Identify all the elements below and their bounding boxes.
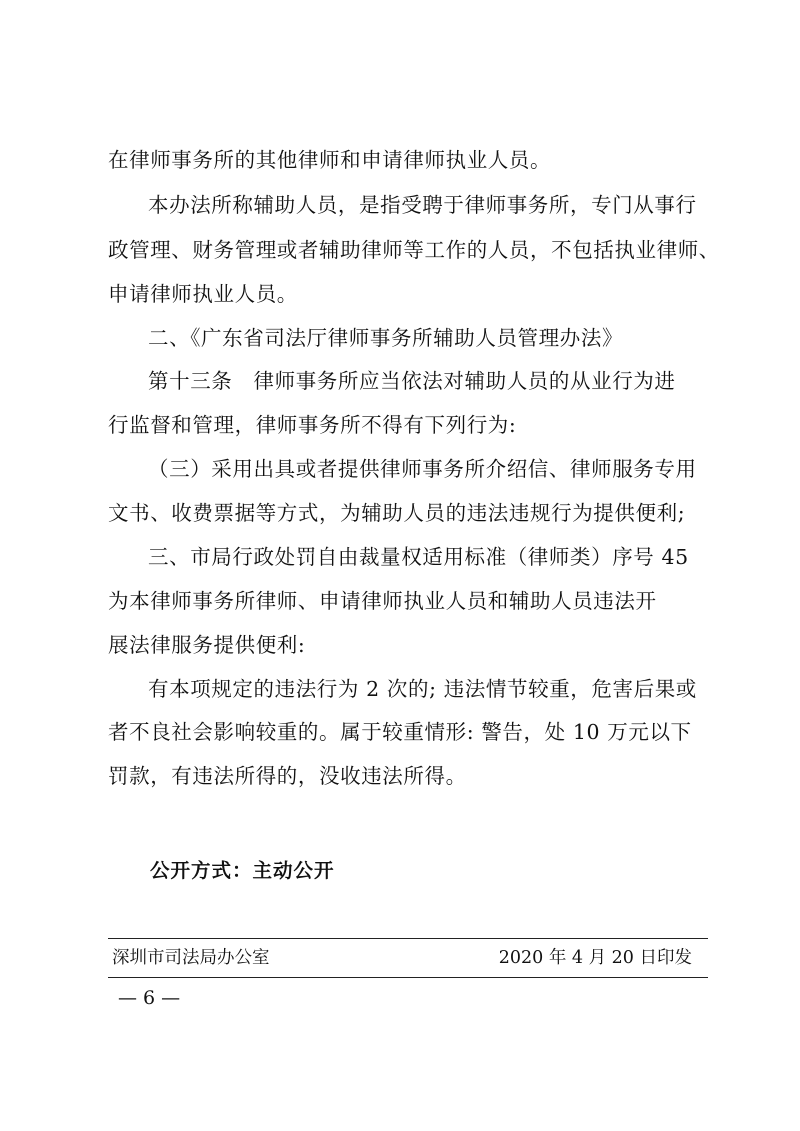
body-line-11: 为本律师事务所律师、申请律师执业人员和辅助人员违法开 xyxy=(108,589,657,613)
footer-issuer: 深圳市司法局办公室 xyxy=(112,948,270,968)
body-line-12: 展法律服务提供便利: xyxy=(108,633,306,657)
footer-top-rule xyxy=(108,938,708,939)
body-line-10: 三、市局行政处罚自由裁量权适用标准（律师类）序号 45 xyxy=(148,545,689,569)
body-line-15: 罚款，有违法所得的，没收违法所得。 xyxy=(108,764,467,788)
body-line-2: 本办法所称辅助人员，是指受聘于律师事务所，专门从事行 xyxy=(148,193,697,217)
body-line-7: 行监督和管理，律师事务所不得有下列行为: xyxy=(108,413,517,437)
footer-bottom-rule xyxy=(108,977,708,978)
body-line-5: 二、《广东省司法厅律师事务所辅助人员管理办法》 xyxy=(148,326,624,350)
body-line-4: 申请律师执业人员。 xyxy=(108,282,298,306)
disclosure-method: 公开方式：主动公开 xyxy=(150,859,335,882)
body-line-8: （三）采用出具或者提供律师事务所介绍信、律师服务专用 xyxy=(148,457,697,481)
body-line-9: 文书、收费票据等方式，为辅助人员的违法违规行为提供便利; xyxy=(108,501,686,525)
body-line-6: 第十三条 律师事务所应当依法对辅助人员的从业行为进 xyxy=(148,369,676,393)
body-line-3: 政管理、财务管理或者辅助律师等工作的人员，不包括执业律师、 xyxy=(108,238,720,262)
body-line-14: 者不良社会影响较重的。属于较重情形: 警告，处 10 万元以下 xyxy=(108,720,692,744)
body-line-1: 在律师事务所的其他律师和申请律师执业人员。 xyxy=(108,148,552,172)
body-line-13: 有本项规定的违法行为 2 次的; 违法情节较重，危害后果或 xyxy=(148,677,697,701)
page-number: — 6 — xyxy=(118,987,181,1009)
footer-issue-date: 2020 年 4 月 20 日印发 xyxy=(498,948,692,968)
